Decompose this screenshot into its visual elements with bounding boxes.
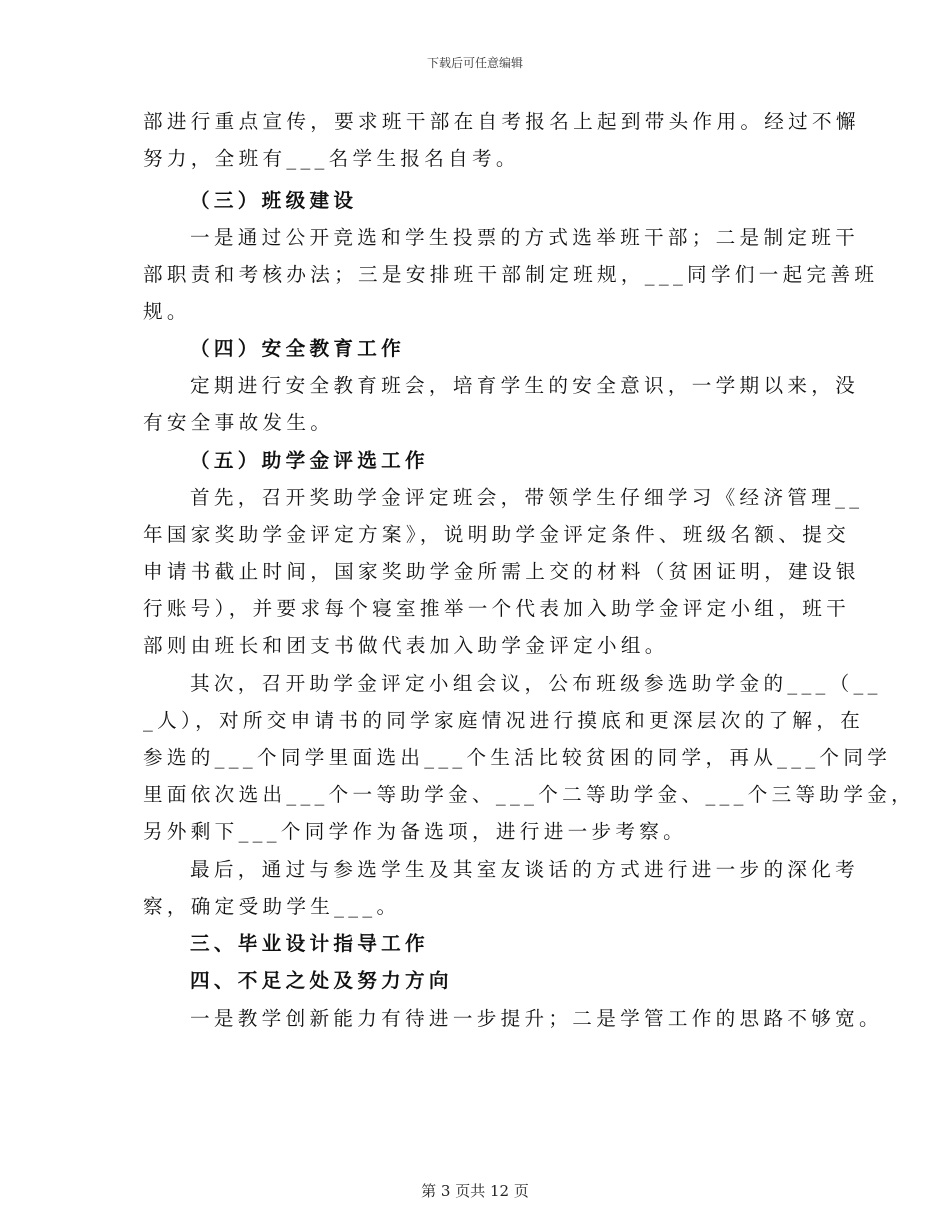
paragraph-line: 参选的___个同学里面选出___个生活比较贫困的同学，再从___个同学 — [143, 746, 892, 769]
paragraph-line: 有安全事故发生。 — [143, 411, 335, 434]
paragraph-line: 首先，召开奖助学金评定班会，带领学生仔细学习《经济管理__ — [190, 486, 864, 509]
paragraph-line: 申请书截止时间，国家奖助学金所需上交的材料（贫困证明，建设银 — [143, 560, 860, 583]
paragraph-line: 年国家奖助学金评定方案》，说明助学金评定条件、班级名额、提交 — [143, 523, 851, 546]
page-header: 下载后可任意编辑 — [426, 56, 523, 70]
section-heading: （三）班级建设 — [190, 189, 358, 212]
paragraph-line: _人），对所交申请书的同学家庭情况进行摸底和更深层次的了解，在 — [143, 709, 865, 732]
section-heading: （五）助学金评选工作 — [190, 449, 429, 472]
section-heading: 三、毕业设计指导工作 — [190, 932, 429, 955]
paragraph-line: 部进行重点宣传，要求班干部在自考报名上起到带头作用。经过不懈 — [143, 110, 860, 133]
paragraph-line: 里面依次选出___个一等助学金、___个二等助学金、___个三等助学金， — [143, 783, 916, 806]
paragraph-line: 行账号），并要求每个寝室推举一个代表加入助学金评定小组，班干 — [143, 597, 851, 620]
section-heading: （四）安全教育工作 — [190, 337, 406, 360]
paragraph-line: 一是通过公开竞选和学生投票的方式选举班干部；二是制定班干 — [190, 226, 860, 249]
paragraph-line: 另外剩下___个同学作为备选项，进行进一步考察。 — [143, 820, 688, 843]
paragraph-line: 部则由班长和团支书做代表加入助学金评定小组。 — [143, 634, 669, 657]
paragraph-line: 察，确定受助学生___。 — [143, 895, 401, 918]
paragraph-line: 部职责和考核办法；三是安排班干部制定班规，___同学们一起完善班 — [143, 263, 879, 286]
paragraph-line: 规。 — [143, 300, 191, 323]
paragraph-line: 努力，全班有___名学生报名自考。 — [143, 147, 520, 170]
paragraph-line: 其次，召开助学金评定小组会议，公布班级参选助学金的___（__ — [190, 672, 882, 695]
paragraph-line: 定期进行安全教育班会，培育学生的安全意识，一学期以来，没 — [190, 374, 860, 397]
page-footer: 第 3 页共 12 页 — [421, 1182, 529, 1200]
paragraph-line: 一是教学创新能力有待进一步提升；二是学管工作的思路不够宽。 — [190, 1007, 883, 1030]
section-heading: 四、不足之处及努力方向 — [190, 969, 453, 992]
paragraph-line: 最后，通过与参选学生及其室友谈话的方式进行进一步的深化考 — [190, 858, 860, 881]
